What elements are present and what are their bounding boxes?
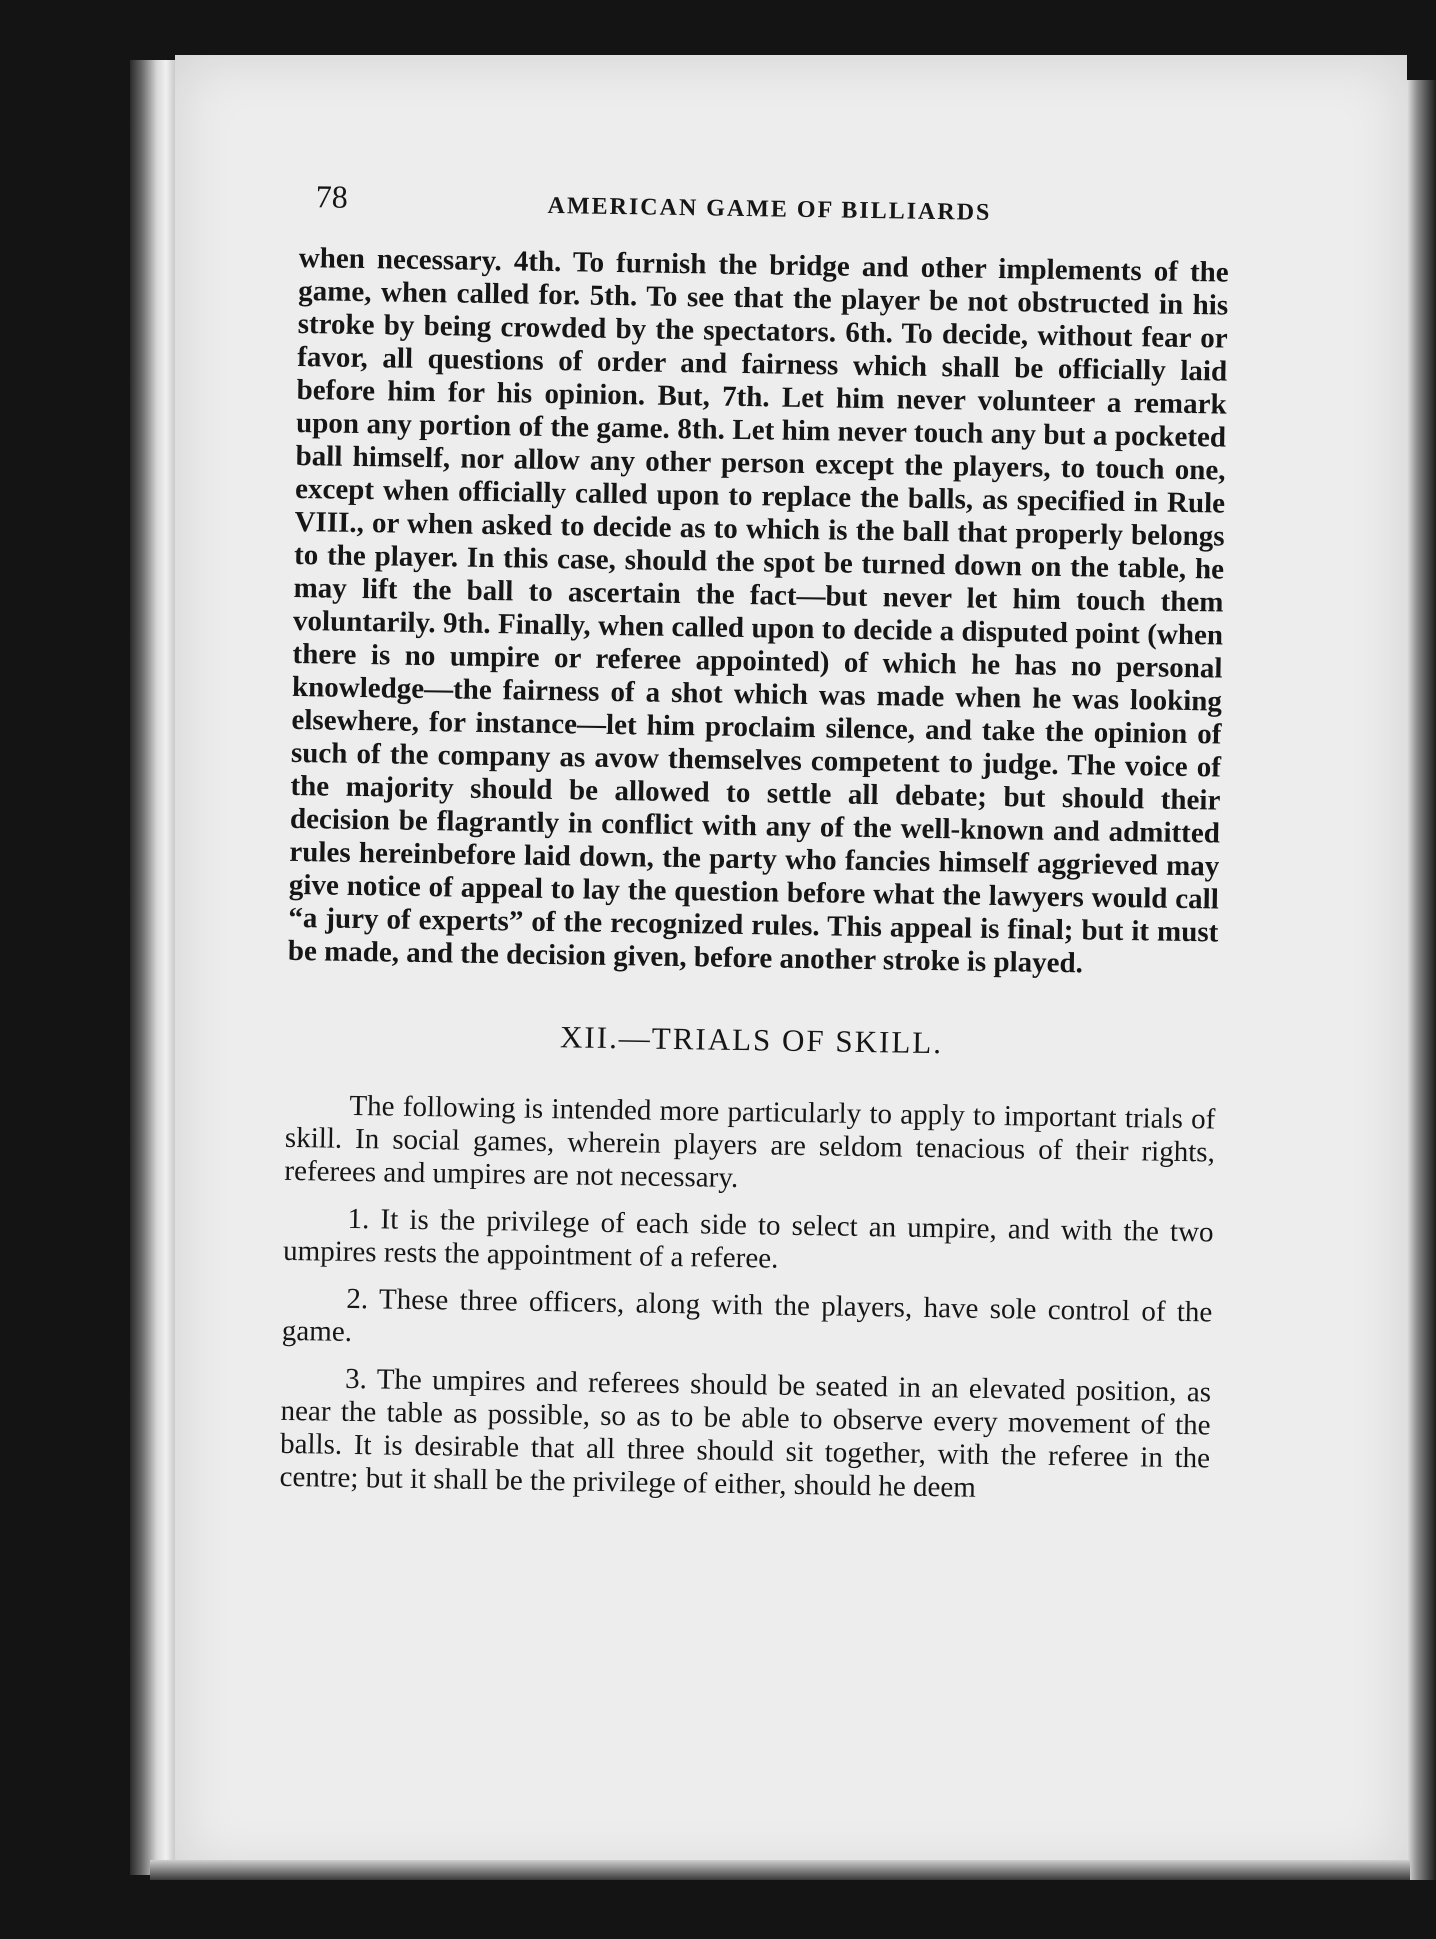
intro-paragraph: The following is intended more particularly to apply to important trials of skill. In social games, wherein players are seldom tenacious of their rights, referees and umpires are not necessary. [284, 1089, 1216, 1195]
page-number: 78 [315, 178, 349, 215]
rule-item-2: 2. These three officers, along with the players, have sole control of the game. [281, 1282, 1213, 1348]
continued-paragraph: when necessary. 4th. To furnish the bridge and other implements of the game, when called for. 5th. To see that the player be not obstructed in his stroke by being crowded by the spectators. 6th. To decide, without fear or favor, all questions of order and fairness which shall be officially laid before him for his opinion. But, 7th. Let him never volunteer a remark upon any portion of the game. 8th. Let him never touch any but a pocketed ball himself, nor allow any other person except the players, to touch one, except when officially called upon to replace the balls, as specified in Rule VIII., or when asked to decide as to which is the ball that properly belongs to the player. In this case, should the spot be turned down on the table, he may lift the ball to ascertain the fact—but never let him touch them voluntarily. 9th. Finally, when called upon to decide a disputed point (when there is no umpire or referee appointed) of which he has no personal knowledge—the fairness of a shot which was made when he was looking elsewhere, for instance—let him proclaim silence, and take the opinion of such of the company as avow themselves competent to judge. The voice of the majority should be allowed to settle all debate; but should their decision be flagrantly in conflict with any of the well-known and admitted rules hereinbefore laid down, the party who fancies himself aggrieved may give notice of appeal to lay the question before what the lawyers would call “a jury of experts” of the recognized rules. This appeal is final; but it must be made, and the decision given, before another stroke is played. [287, 241, 1229, 980]
book-title: AMERICAN GAME OF BILLIARDS [547, 192, 992, 226]
section-heading: XII.—TRIALS OF SKILL. [559, 1019, 944, 1061]
rule-item-1: 1. It is the privilege of each side to select an umpire, and with the two umpires rests the appointment of a referee. [282, 1202, 1214, 1275]
rule-item-3: 3. The umpires and referees should be seated in an elevated position, as near the table as possible, so as to be able to observe every movement of the balls. It is desirable that all three should sit together, with the referee in the centre; but it shall be the privilege of either, should he deem [279, 1362, 1212, 1504]
page-edge-right [1405, 80, 1436, 1880]
page-edge-bottom [150, 1860, 1410, 1880]
page-content [279, 180, 1230, 1508]
